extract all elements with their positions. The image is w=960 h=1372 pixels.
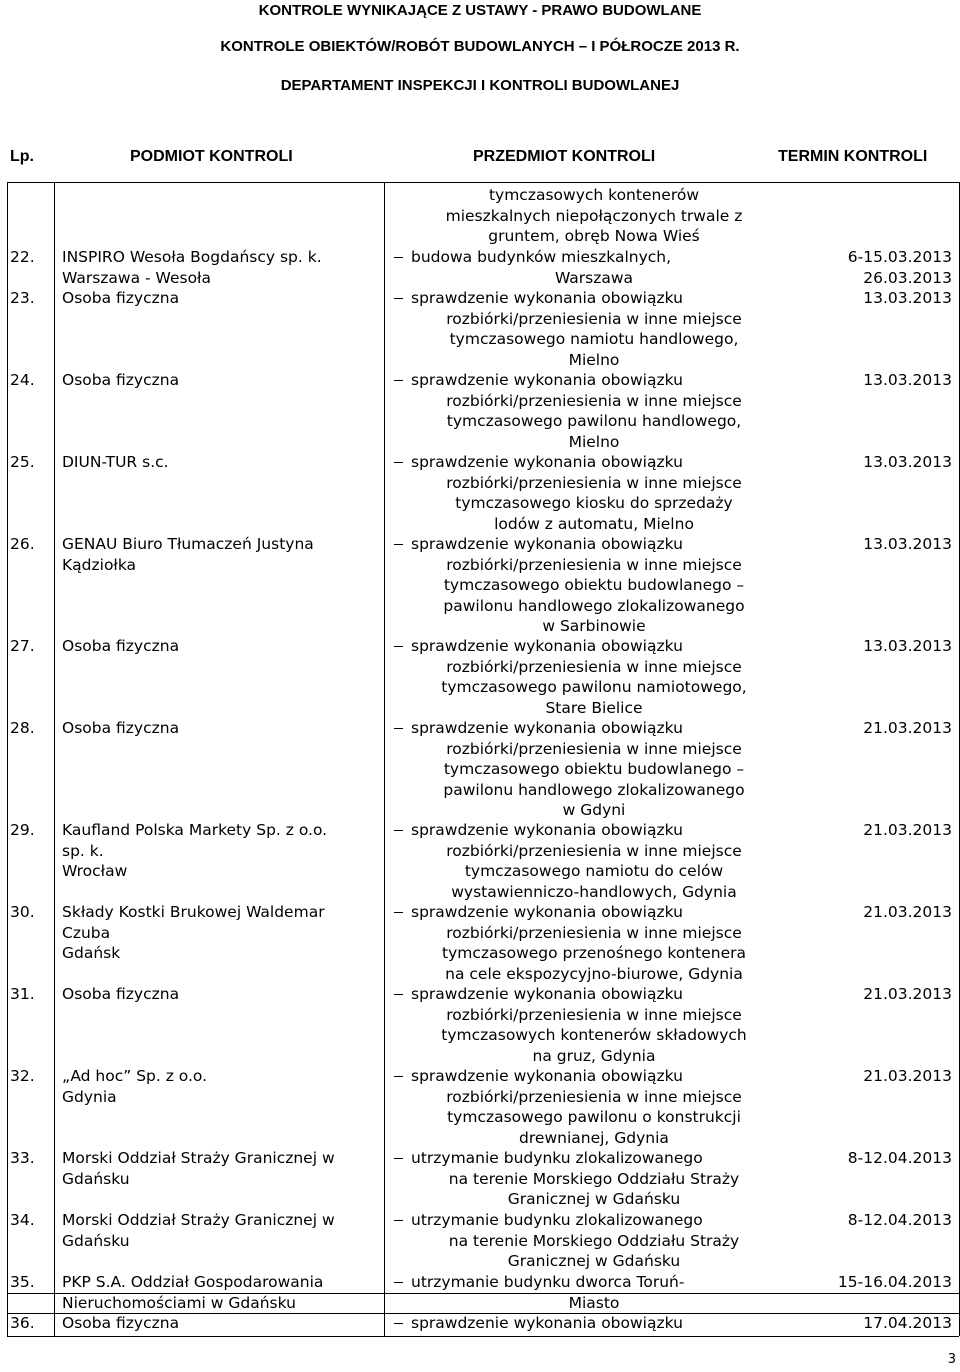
row-date <box>822 718 952 739</box>
row-object <box>394 370 794 452</box>
object-line-text: sprawdzenie wykonania obowiązku <box>411 637 683 655</box>
subject-line: Morski Oddział Straży Granicznej w <box>62 1149 335 1167</box>
row-number: 33. <box>10 1149 35 1167</box>
table-rule <box>7 1313 959 1314</box>
object-line: rozbiórki/przeniesienia w inne miejsce <box>446 1087 742 1106</box>
subject-line: sp. k. <box>62 841 104 860</box>
object-line: tymczasowego przenośnego kontenera <box>442 944 746 962</box>
row-object <box>394 1148 794 1210</box>
row-object <box>394 718 794 821</box>
object-line: lodów z automatu, Mielno <box>494 514 694 533</box>
dash-bullet-icon <box>394 257 403 258</box>
row-subject <box>62 902 382 964</box>
table-rule <box>7 1336 959 1337</box>
subject-line: Wrocław <box>62 862 128 880</box>
object-line <box>394 1210 794 1231</box>
date-line: 13.03.2013 <box>863 453 952 471</box>
object-line <box>394 247 794 268</box>
object-line-text: sprawdzenie wykonania obowiązku <box>411 535 683 553</box>
object-line: Stare Bielice <box>545 698 643 717</box>
row-object <box>394 984 794 1066</box>
object-line: w Sarbinowie <box>542 617 646 635</box>
dash-bullet-icon <box>394 1220 403 1221</box>
object-line <box>394 636 794 657</box>
object-line: wystawienniczo-handlowych, Gdynia <box>451 882 737 901</box>
dash-bullet-icon <box>394 544 403 545</box>
object-line-text: sprawdzenie wykonania obowiązku <box>411 903 683 921</box>
object-line-text: budowa budynków mieszkalnych, <box>411 248 672 266</box>
dash-bullet-icon <box>394 912 403 913</box>
object-line: rozbiórki/przeniesienia w inne miejsce <box>446 739 742 758</box>
subject-line: DIUN-TUR s.c. <box>62 453 169 471</box>
subject-line: INSPIRO Wesoła Bogdańscy sp. k. <box>62 248 322 266</box>
column-header-lp: Lp. <box>10 148 34 165</box>
subject-line: Osoba fizyczna <box>62 289 180 307</box>
row-date <box>822 370 952 391</box>
dash-bullet-icon <box>394 1282 403 1283</box>
object-line: rozbiórki/przeniesienia w inne miejsce <box>446 841 742 860</box>
row-subject <box>62 288 382 309</box>
row-object <box>394 247 794 288</box>
object-line: pawilonu handlowego zlokalizowanego <box>443 780 745 799</box>
date-line: 8-12.04.2013 <box>847 1211 952 1229</box>
row-subject <box>62 452 382 473</box>
object-line <box>394 534 794 555</box>
object-line-text: sprawdzenie wykonania obowiązku <box>411 371 683 389</box>
row-date <box>822 1148 952 1169</box>
object-line: Mielno <box>568 350 620 369</box>
object-line: rozbiórki/przeniesienia w inne miejsce <box>446 473 742 492</box>
column-header-subject: PODMIOT KONTROLI <box>130 148 293 165</box>
row-object <box>394 902 794 984</box>
row-number: 29. <box>10 821 35 839</box>
object-line-text: sprawdzenie wykonania obowiązku <box>411 985 683 1003</box>
object-line: Miasto <box>568 1293 620 1312</box>
subject-line: Gdańsk <box>62 944 121 962</box>
row-object <box>394 1210 794 1272</box>
date-line: 21.03.2013 <box>863 985 952 1003</box>
subject-line: Kądziołka <box>62 555 137 574</box>
object-line <box>394 902 794 923</box>
object-line: rozbiórki/przeniesienia w inne miejsce <box>446 657 742 676</box>
dash-bullet-icon <box>394 994 403 995</box>
row-subject <box>62 1066 382 1107</box>
table-rule <box>384 182 385 1336</box>
object-line <box>394 718 794 739</box>
object-line: rozbiórki/przeniesienia w inne miejsce <box>446 391 742 410</box>
row-object <box>394 820 794 902</box>
object-line: rozbiórki/przeniesienia w inne miejsce <box>446 1005 742 1024</box>
row-date <box>822 288 952 309</box>
object-line: rozbiórki/przeniesienia w inne miejsce <box>446 555 742 574</box>
object-line-text: sprawdzenie wykonania obowiązku <box>411 453 683 471</box>
subject-line: Gdańsku <box>62 1169 130 1188</box>
object-line <box>394 452 794 473</box>
row-date <box>822 534 952 555</box>
subject-line: Osoba fizyczna <box>62 637 180 655</box>
row-subject <box>62 636 382 657</box>
object-line: na cele ekspozycyjno-biurowe, Gdynia <box>445 964 743 983</box>
subject-line: Osoba fizyczna <box>62 371 180 389</box>
object-line-text: sprawdzenie wykonania obowiązku <box>411 289 683 307</box>
object-line: tymczasowego pawilonu o konstrukcji <box>447 1108 741 1126</box>
row-date <box>822 247 952 288</box>
object-line: Granicznej w Gdańsku <box>507 1252 681 1270</box>
row-subject <box>62 1313 382 1334</box>
row-number: 27. <box>10 637 35 655</box>
row-number: 36. <box>10 1314 35 1332</box>
row-number: 30. <box>10 903 35 921</box>
date-line: 13.03.2013 <box>863 289 952 307</box>
header-subtitle: KONTROLE OBIEKTÓW/ROBÓT BUDOWLANYCH – I PÓŁROCZE 2013 R. <box>220 38 740 55</box>
subject-line: Składy Kostki Brukowej Waldemar <box>62 903 325 921</box>
header-title: KONTROLE WYNIKAJĄCE Z USTAWY - PRAWO BUDOWLANE <box>258 2 702 19</box>
row-subject <box>62 1148 382 1189</box>
row-subject <box>62 718 382 739</box>
object-line <box>394 1066 794 1087</box>
continuation-line: tymczasowych kontenerów <box>488 186 700 204</box>
object-line: tymczasowych kontenerów składowych <box>441 1026 747 1044</box>
object-line: na terenie Morskiego Oddziału Straży <box>448 1231 740 1250</box>
row-object <box>394 288 794 370</box>
subject-line: Osoba fizyczna <box>62 1314 180 1332</box>
row-date <box>822 820 952 841</box>
object-line: tymczasowego obiektu budowlanego – <box>443 760 745 778</box>
row-number: 26. <box>10 535 35 553</box>
row-date <box>822 1210 952 1231</box>
continuation-line: mieszkalnych niepołączonych trwale z <box>445 206 743 225</box>
date-line: 6-15.03.2013 <box>847 248 952 266</box>
subject-line: Kaufland Polska Markety Sp. z o.o. <box>62 821 328 839</box>
row-number: 25. <box>10 453 35 471</box>
object-line-text: utrzymanie budynku zlokalizowanego <box>411 1149 703 1167</box>
object-line: tymczasowego pawilonu namiotowego, <box>441 678 747 696</box>
dash-bullet-icon <box>394 728 403 729</box>
dash-bullet-icon <box>394 1076 403 1077</box>
object-line: w Gdyni <box>562 801 626 819</box>
row-object <box>394 1066 794 1148</box>
row-date <box>822 1313 952 1334</box>
table-rule <box>7 182 8 1336</box>
date-line: 21.03.2013 <box>863 903 952 921</box>
object-line: Warszawa <box>554 268 634 287</box>
date-line: 13.03.2013 <box>863 535 952 553</box>
row-date <box>822 636 952 657</box>
subject-line: Nieruchomościami w Gdańsku <box>62 1293 296 1312</box>
row-number: 28. <box>10 719 35 737</box>
row-date <box>822 1066 952 1087</box>
subject-line: PKP S.A. Oddział Gospodarowania <box>62 1273 324 1291</box>
date-line: 21.03.2013 <box>863 821 952 839</box>
object-line: na terenie Morskiego Oddziału Straży <box>448 1169 740 1188</box>
object-line-text: sprawdzenie wykonania obowiązku <box>411 1314 683 1332</box>
continuation-line: gruntem, obręb Nowa Wieś <box>488 227 700 245</box>
date-line: 26.03.2013 <box>863 268 952 287</box>
table-rule <box>7 182 959 183</box>
object-line: Granicznej w Gdańsku <box>507 1190 681 1208</box>
row-object <box>394 534 794 637</box>
date-line: 21.03.2013 <box>863 719 952 737</box>
subject-line: GENAU Biuro Tłumaczeń Justyna <box>62 535 314 553</box>
subject-line: Gdańsku <box>62 1231 130 1250</box>
object-line: Mielno <box>568 432 620 451</box>
date-line: 17.04.2013 <box>863 1314 952 1332</box>
subject-line: Osoba fizyczna <box>62 719 180 737</box>
dash-bullet-icon <box>394 462 403 463</box>
row-number: 35. <box>10 1273 35 1291</box>
row-subject <box>62 370 382 391</box>
dash-bullet-icon <box>394 830 403 831</box>
date-line: 21.03.2013 <box>863 1067 952 1085</box>
continuation-text <box>394 185 794 247</box>
object-line <box>394 1313 794 1334</box>
object-line-text: sprawdzenie wykonania obowiązku <box>411 719 683 737</box>
table-rule <box>54 182 55 1336</box>
column-header-object: PRZEDMIOT KONTROLI <box>473 148 656 165</box>
row-date <box>822 452 952 473</box>
object-line <box>394 984 794 1005</box>
row-number: 31. <box>10 985 35 1003</box>
date-line: 8-12.04.2013 <box>847 1149 952 1167</box>
row-object <box>394 452 794 534</box>
row-number: 24. <box>10 371 35 389</box>
object-line: tymczasowego obiektu budowlanego – <box>443 576 745 594</box>
row-subject <box>62 534 382 575</box>
column-header-date: TERMIN KONTROLI <box>778 148 928 165</box>
object-line <box>394 370 794 391</box>
row-subject <box>62 820 382 882</box>
page-number: 3 <box>947 1352 956 1367</box>
object-line <box>394 1148 794 1169</box>
date-line: 13.03.2013 <box>863 637 952 655</box>
subject-line: Osoba fizyczna <box>62 985 180 1003</box>
object-line <box>394 288 794 309</box>
object-line: na gruz, Gdynia <box>532 1046 656 1065</box>
object-line-text: utrzymanie budynku dworca Toruń- <box>411 1273 685 1291</box>
object-line: drewnianej, Gdynia <box>519 1128 669 1147</box>
row-date <box>822 902 952 923</box>
subject-line: Gdynia <box>62 1087 117 1106</box>
row-number: 34. <box>10 1211 35 1229</box>
header-department: DEPARTAMENT INSPEKCJI I KONTROLI BUDOWLANEJ <box>280 77 680 94</box>
object-line: tymczasowego namiotu do celów <box>464 862 724 880</box>
dash-bullet-icon <box>394 646 403 647</box>
subject-line: Czuba <box>62 923 111 942</box>
object-line-text: sprawdzenie wykonania obowiązku <box>411 1067 683 1085</box>
row-number: 22. <box>10 248 35 266</box>
row-number: 23. <box>10 289 35 307</box>
row-subject <box>62 984 382 1005</box>
dash-bullet-icon <box>394 1323 403 1324</box>
row-number: 32. <box>10 1067 35 1085</box>
row-date <box>822 984 952 1005</box>
object-line: rozbiórki/przeniesienia w inne miejsce <box>446 309 742 328</box>
dash-bullet-icon <box>394 298 403 299</box>
object-line: rozbiórki/przeniesienia w inne miejsce <box>446 923 742 942</box>
subject-line: Morski Oddział Straży Granicznej w <box>62 1211 335 1229</box>
dash-bullet-icon <box>394 380 403 381</box>
subject-line: „Ad hoc” Sp. z o.o. <box>62 1067 208 1085</box>
row-subject <box>62 247 382 288</box>
object-line <box>394 1272 794 1293</box>
subject-line: Warszawa - Wesoła <box>62 268 211 287</box>
object-line-text: sprawdzenie wykonania obowiązku <box>411 821 683 839</box>
table-rule <box>7 1293 959 1294</box>
object-line: tymczasowego kiosku do sprzedaży <box>455 494 733 512</box>
object-line <box>394 820 794 841</box>
row-object <box>394 636 794 718</box>
dash-bullet-icon <box>394 1158 403 1159</box>
row-subject <box>62 1210 382 1251</box>
object-line-text: utrzymanie budynku zlokalizowanego <box>411 1211 703 1229</box>
object-line: tymczasowego pawilonu handlowego, <box>446 412 742 430</box>
object-line: tymczasowego namiotu handlowego, <box>449 330 739 348</box>
date-line: 13.03.2013 <box>863 371 952 389</box>
row-object <box>394 1313 794 1334</box>
date-line: 15-16.04.2013 <box>837 1273 952 1291</box>
row-date <box>822 1272 952 1293</box>
object-line: pawilonu handlowego zlokalizowanego <box>443 596 745 615</box>
